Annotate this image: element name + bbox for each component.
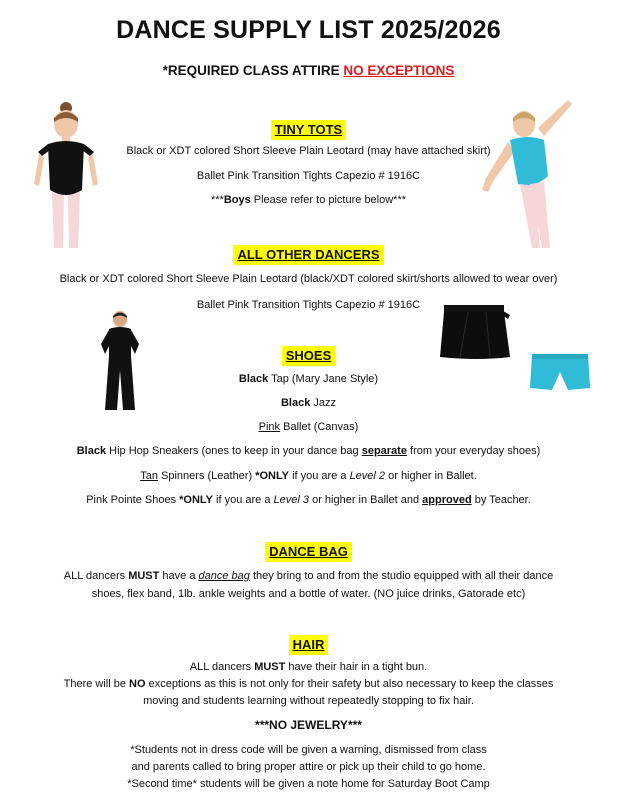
hair-line1: ALL dancers MUST have their hair in a tight bun.	[189, 661, 428, 673]
all-other-tights: Ballet Pink Transition Tights Capezio # 1916C	[196, 299, 421, 311]
dance-bag-line1: ALL dancers MUST have a dance bag they bring to and from the studio equipped with all their dance	[63, 570, 554, 582]
dress-code-note-3: *Second time* students will be given a note home for Saturday Boot Camp	[127, 778, 490, 790]
shoes-hip-hop: Black Hip Hop Sneakers (ones to keep in your dance bag separate from your everyday shoes)	[76, 445, 541, 457]
tiny-tots-tights: Ballet Pink Transition Tights Capezio # 1916C	[196, 170, 421, 182]
all-other-leotard: Black or XDT colored Short Sleeve Plain Leotard (black/XDT colored skirt/shorts allowed to wear over)	[59, 273, 558, 285]
dress-code-note-1: *Students not in dress code will be given a warning, dismissed from class	[130, 744, 487, 756]
tiny-tots-heading: TINY TOTS	[271, 120, 346, 140]
page-title: DANCE SUPPLY LIST 2025/2026	[116, 16, 501, 44]
tiny-tots-boys-note: ***Boys Please refer to picture below***	[210, 194, 407, 206]
dance-bag-line2: shoes, flex band, 1lb. ankle weights and a bottle of water. (NO juice drinks, Gatorade etc)	[91, 588, 526, 600]
tiny-tots-leotard: Black or XDT colored Short Sleeve Plain Leotard (may have attached skirt)	[126, 145, 491, 157]
dance-bag-heading: DANCE BAG	[265, 542, 352, 562]
no-jewelry-text: ***NO JEWELRY***	[255, 718, 362, 732]
hair-line3: moving and students learning without repeatedly stopping to fix hair.	[143, 695, 474, 707]
hair-heading: HAIR	[289, 635, 329, 655]
required-attire-note: *REQUIRED CLASS ATTIRE NO EXCEPTIONS	[162, 63, 455, 78]
dress-code-note-2: and parents called to bring proper attire or pick up their child to go home.	[131, 761, 486, 773]
shoes-heading: SHOES	[282, 346, 336, 366]
shoes-tap: Black Tap (Mary Jane Style)	[238, 373, 379, 385]
shoes-spinners: Tan Spinners (Leather) *ONLY if you are a Level 2 or higher in Ballet.	[140, 470, 477, 482]
shoes-jazz: Black Jazz	[280, 397, 337, 409]
all-other-dancers-heading: ALL OTHER DANCERS	[233, 245, 383, 265]
no-exceptions-text: NO EXCEPTIONS	[343, 63, 455, 78]
shoes-pointe: Pink Pointe Shoes *ONLY if you are a Level 3 or higher in Ballet and approved by Teacher.	[86, 494, 531, 506]
shoes-ballet: Pink Ballet (Canvas)	[258, 421, 359, 433]
hair-line2: There will be NO exceptions as this is not only for their safety but also necessary to keep the classes	[63, 678, 554, 690]
